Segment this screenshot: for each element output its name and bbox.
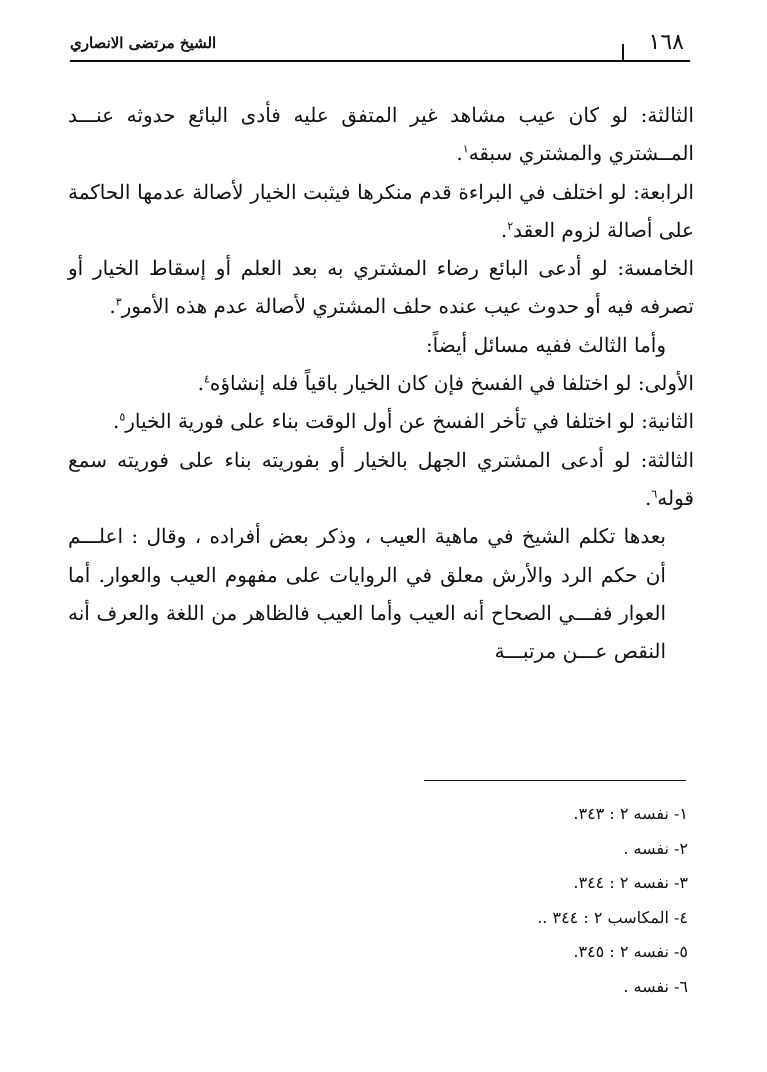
footnote-item: ٢- نفسه .	[623, 838, 688, 858]
body-text	[68, 96, 694, 670]
paragraph-second-issue: الثانية: لو اختلفا في تأخر الفسخ عن أول الوقت بناء على فورية الخيار$^٥$.	[112, 409, 694, 434]
footnote-item: ٦- نفسه .	[623, 976, 688, 996]
header-rule	[70, 60, 690, 62]
footnote-item: ٤- المكاسب ٢ : ٣٤٤ ..	[537, 907, 688, 927]
footnotes	[300, 797, 688, 1005]
footnote-ref-1[interactable]: ١	[462, 142, 469, 156]
footnote-rule	[424, 780, 686, 781]
footnote-item: ٥- نفسه ٢ : ٣٤٥.	[573, 942, 688, 962]
footnote-ref-6[interactable]: ٦	[651, 487, 658, 501]
paragraph-section-intro: وأما الثالث ففيه مسائل أيضاً:	[425, 332, 666, 357]
paragraph-fourth-issue: الرابعة: لو اختلف في البراءة قدم منكرها فيثبت الخيار لأصالة عدمها الحاكمة على أصالة لزوم العقد$^٢$.	[68, 179, 694, 242]
paragraph-defect-definition: بعدها تكلم الشيخ في ماهية العيب ، وذكر بعض أفراده ، وقال : اعلـــم أن حكم الرد والأرش معلق في الروايات على مفهوم العيب والعوار. أما العوار ففـــي الصحاح أنه العيب وأما العيب فالظاهر من اللغة والعرف أنه النقص عـــن مرتبـــة	[68, 524, 666, 664]
footnote-ref-4[interactable]: ٤	[203, 372, 210, 386]
footnote-ref-2[interactable]: ٢	[507, 219, 514, 233]
paragraph-third-issue: الثالثة: لو كان عيب مشاهد غير المتفق عليه فأدى البائع حدوثه عنـــد المــشتري والمشتري سبقه$^١$.	[68, 103, 694, 166]
paragraph-fifth-issue: الخامسة: لو أدعى البائع رضاء المشتري به بعد العلم أو إسقاط الخيار أو تصرفه فيه أو حدوث عيب عنده حلف المشتري لأصالة عدم هذه الأمور$^٣$.	[68, 256, 694, 319]
paragraph-third-issue-b: الثالثة: لو أدعى المشتري الجهل بالخيار أو بفوريته بناء على فوريته سمع قوله$^٦$.	[68, 447, 694, 510]
page-number: ١٦٨	[648, 30, 684, 55]
footnote-ref-5[interactable]: ٥	[119, 410, 126, 424]
footnote-item: ٣- نفسه ٢ : ٣٤٤.	[573, 873, 688, 893]
paragraph-first-issue: الأولى: لو اختلفا في الفسخ فإن كان الخيار باقياً فله إنشاؤه$^٤$.	[197, 371, 694, 396]
running-header	[70, 30, 690, 64]
footnote-ref-3[interactable]: ٣	[115, 295, 122, 309]
footnote-item: ١- نفسه ٢ : ٣٤٣.	[573, 804, 688, 823]
header-title: الشيخ مرتضى الانصاري	[70, 34, 217, 52]
